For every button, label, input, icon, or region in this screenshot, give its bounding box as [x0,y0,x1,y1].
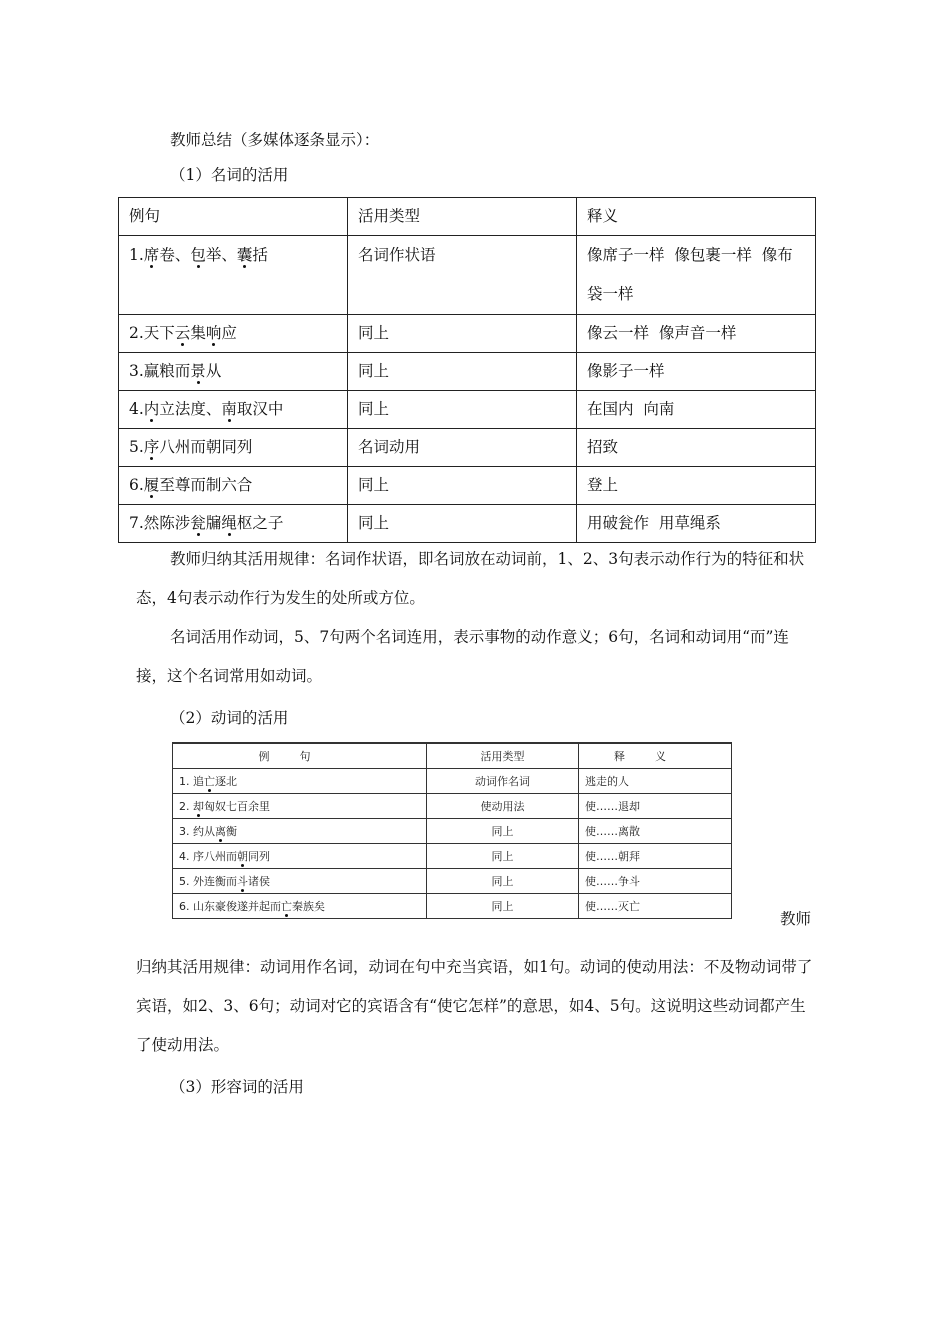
example-cell [173,769,427,794]
usage-type-cell: 同上 [427,844,579,869]
meaning-line: 在国内 向南 [587,400,675,418]
emphasized-char: 景 [190,362,206,380]
intro-text: 教师总结（多媒体逐条显示）： [170,131,380,149]
emphasized-char: 席 [143,246,160,264]
example-text: 6. 山东豪俊遂并起而 [179,900,281,913]
emphasized-char: 绳 [221,514,237,532]
meaning-cell [577,236,816,315]
table-row [119,505,816,543]
meaning-line: 招致 [587,438,619,456]
meaning-cell [577,429,816,467]
example-cell [119,353,348,391]
usage-type-cell: 动词作名词 [427,769,579,794]
meaning-cell [577,391,816,429]
example-text: 7.然陈涉 [129,514,191,532]
emphasized-char: 离 [215,825,226,838]
meaning-cell: 使……灭亡 [579,894,732,919]
emphasized-char: 瓮 [190,514,206,532]
emphasized-char: 斗 [237,875,248,888]
meaning-line: 像席子一样 像包裹一样 像布 [587,246,793,264]
example-text: 2. [179,800,193,813]
example-cell [173,869,427,894]
usage-type-cell: 名词作状语 [348,236,577,315]
example-text: 5. 外连衡而 [179,875,237,888]
paragraph-verb-rule: 归纳其活用规律：动词用作名词，动词在句中充当宾语，如1句。动词的使动用法：不及物动词带了宾语，如2、3、6句；动词对它的宾语含有“使它怎样”的意思，如4、5句。这说明这些动词都产生了使动用法。 [136,958,813,1054]
usage-type-cell: 名词动用 [348,429,577,467]
noun-usage-table [118,197,816,543]
usage-type-cell: 同上 [348,505,577,543]
meaning-cell [577,353,816,391]
table-header-row [119,198,816,236]
example-text: 集 [190,324,206,342]
usage-type-cell: 同上 [427,894,579,919]
table-row [173,844,732,869]
emphasized-char: 内 [143,400,160,418]
example-text: 八州而朝同列 [159,438,253,456]
header-type: 活用类型 [348,198,577,236]
meaning-cell: 使……朝拜 [579,844,732,869]
table-row [173,869,732,894]
meaning-cell: 逃走的人 [579,769,732,794]
verb-usage-table [172,742,732,919]
meaning-line: 登上 [587,476,619,494]
example-text: 5. [129,438,144,456]
example-cell [173,894,427,919]
example-text: 立法度、 [159,400,222,418]
emphasized-char: 响 [205,324,222,342]
emphasized-char: 履 [143,476,160,494]
table-row [173,894,732,919]
example-text: 牖 [205,514,222,532]
table-row [119,315,816,353]
example-text: 追 [193,775,204,788]
usage-type-cell: 同上 [348,315,577,353]
usage-type-cell: 同上 [427,819,579,844]
example-cell [119,236,348,315]
section-title-verbs: （2）动词的活用 [170,709,289,727]
table-row [119,391,816,429]
example-text: 应 [221,324,237,342]
section-title-adjectives: （3）形容词的活用 [170,1078,304,1096]
emphasized-char: 序 [143,438,160,456]
example-cell [173,844,427,869]
example-cell [119,467,348,505]
example-text: 取汉中 [236,400,284,418]
meaning-cell: 使……离散 [579,819,732,844]
example-text: 4. [129,400,144,418]
example-text: 3.赢粮而 [129,362,191,380]
example-text: 3. 约从 [179,825,215,838]
example-cell [119,391,348,429]
example-text: 举、 [205,246,237,264]
emphasized-char: 包 [190,246,206,264]
header-example: 例句 [119,198,348,236]
paragraph-noun-rule-1: 教师归纳其活用规律：名词作状语，即名词放在动词前，1、2、3句表示动作行为的特征和状态，4句表示动作行为发生的处所或方位。 [136,550,805,607]
table-row [119,236,816,315]
meaning-line: 像云一样 像声音一样 [587,324,737,342]
example-text: 匈奴七百余里 [204,800,270,813]
emphasized-char: 朝 [237,850,248,863]
example-cell [119,315,348,353]
paragraph-noun-rule-2: 名词活用作动词，5、7句两个名词连用，表示事物的动作意义；6句，名词和动词用“而”连接，这个名词常用如动词。 [136,628,789,685]
meaning-cell [577,467,816,505]
example-text: 从 [205,362,222,380]
example-text: 秦族矣 [292,900,325,913]
table-row [119,353,816,391]
emphasized-char: 南 [221,400,237,418]
example-text: 逐北 [215,775,237,788]
usage-type-cell: 同上 [427,869,579,894]
example-text: 1. [129,246,144,264]
usage-type-cell: 同上 [348,467,577,505]
meaning-cell [577,315,816,353]
usage-type-cell: 使动用法 [427,794,579,819]
table-row [173,819,732,844]
example-text: 卷、 [159,246,191,264]
usage-type-cell: 同上 [348,391,577,429]
example-text: 诸侯 [248,875,270,888]
emphasized-char: 云 [174,324,191,342]
example-text: 6. [129,476,144,494]
emphasized-char: 囊 [236,246,253,264]
table-row [173,794,732,819]
example-text: 括 [252,246,268,264]
example-cell [173,794,427,819]
header-example: 例句 [173,743,427,769]
example-text: 枢之子 [236,514,284,532]
example-text: 2.天下 [129,324,175,342]
meaning-line: 袋一样 [587,285,634,303]
header-type: 活用类型 [427,743,579,769]
table-row [119,467,816,505]
emphasized-char: 却 [193,800,204,813]
side-text: 教师 [780,910,812,928]
meaning-cell: 使……退却 [579,794,732,819]
example-cell [119,429,348,467]
meaning-cell [577,505,816,543]
table-header-row [173,743,732,769]
header-meaning: 释义 [579,743,732,769]
meaning-line: 像影子一样 [587,362,665,380]
example-text: 至尊而制六合 [159,476,253,494]
meaning-line: 用破瓮作 用草绳系 [587,514,721,532]
example-text: 同列 [248,850,270,863]
emphasized-char: 亡 [204,775,215,788]
section-title-nouns: （1）名词的活用 [170,166,289,184]
example-text: 4. 序八州而 [179,850,237,863]
usage-type-cell: 同上 [348,353,577,391]
header-meaning: 释义 [577,198,816,236]
example-cell [173,819,427,844]
example-text: 衡 [226,825,237,838]
table-row [119,429,816,467]
example-text: 1. [179,775,193,788]
example-cell [119,505,348,543]
meaning-cell: 使……争斗 [579,869,732,894]
table-row [173,769,732,794]
emphasized-char: 亡 [281,900,292,913]
